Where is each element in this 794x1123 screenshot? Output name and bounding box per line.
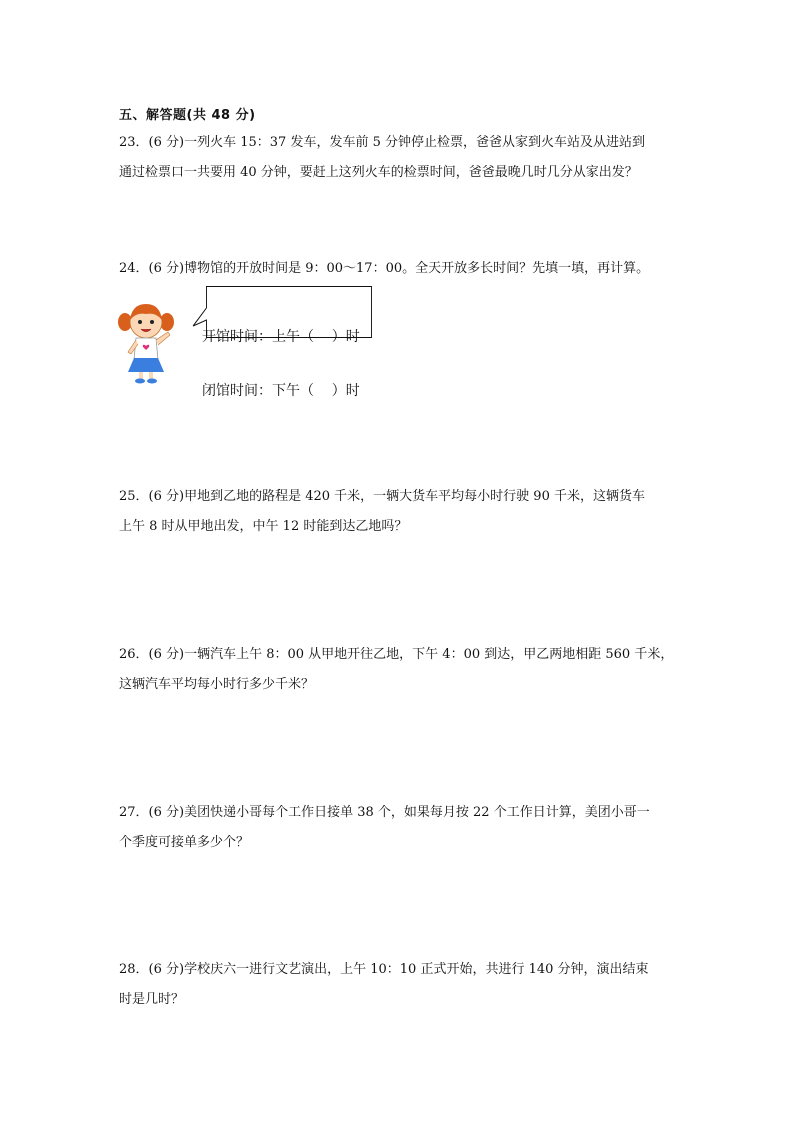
girl-shoe — [147, 379, 157, 384]
girl-illustration — [116, 292, 176, 384]
question-23 — [119, 128, 679, 188]
question-line: 这辆汽车平均每小时行多少千米？ — [119, 677, 315, 692]
girl-skirt — [128, 358, 164, 372]
girl-shoe — [135, 379, 145, 384]
question-24 — [119, 254, 679, 284]
question-26 — [119, 640, 679, 700]
question-28 — [119, 955, 679, 1015]
question-line: 26．(6 分)一辆汽车上午 8：00 从甲地开往乙地，下午 4：00 到达，甲乙两地相距 560 千米， — [119, 647, 674, 662]
bubble-text — [202, 292, 360, 436]
question-25 — [119, 482, 679, 542]
question-line: 28．(6 分)学校庆六一进行文艺演出，上午 10：10 正式开始，共进行 140 分钟，演出结束 — [119, 962, 649, 977]
girl-eye — [150, 320, 154, 324]
question-line: 时是几时？ — [119, 992, 185, 1007]
girl-right-arm — [156, 332, 170, 345]
question-27 — [119, 798, 679, 858]
girl-eye — [138, 320, 142, 324]
question-line: 23．(6 分)一列火车 15：37 发车，发车前 5 分钟停止检票，爸爸从家到火车站及从进站到 — [119, 135, 645, 150]
question-line: 上午 8 时从甲地出发，中午 12 时能到达乙地吗？ — [119, 519, 408, 534]
section-title: 五、解答题(共 48 分) — [119, 108, 256, 123]
open-time-line: 开馆时间：上午（ ）时 — [202, 329, 360, 345]
close-time-line: 闭馆时间：下午（ ）时 — [202, 383, 360, 399]
question-line: 24．(6 分)博物馆的开放时间是 9：00～17：00。全天开放多长时间？先填一填，再计算。 — [119, 261, 650, 276]
question-line: 通过检票口一共要用 40 分钟，要赶上这列火车的检票时间，爸爸最晚几时几分从家出发？ — [119, 165, 638, 180]
question-line: 25．(6 分)甲地到乙地的路程是 420 千米，一辆大货车平均每小时行驶 90 千米，这辆货车 — [119, 489, 645, 504]
question-line: 个季度可接单多少个？ — [119, 835, 250, 850]
question-line: 27．(6 分)美团快递小哥每个工作日接单 38 个，如果每月按 22 个工作日计算，美团小哥一 — [119, 805, 650, 820]
